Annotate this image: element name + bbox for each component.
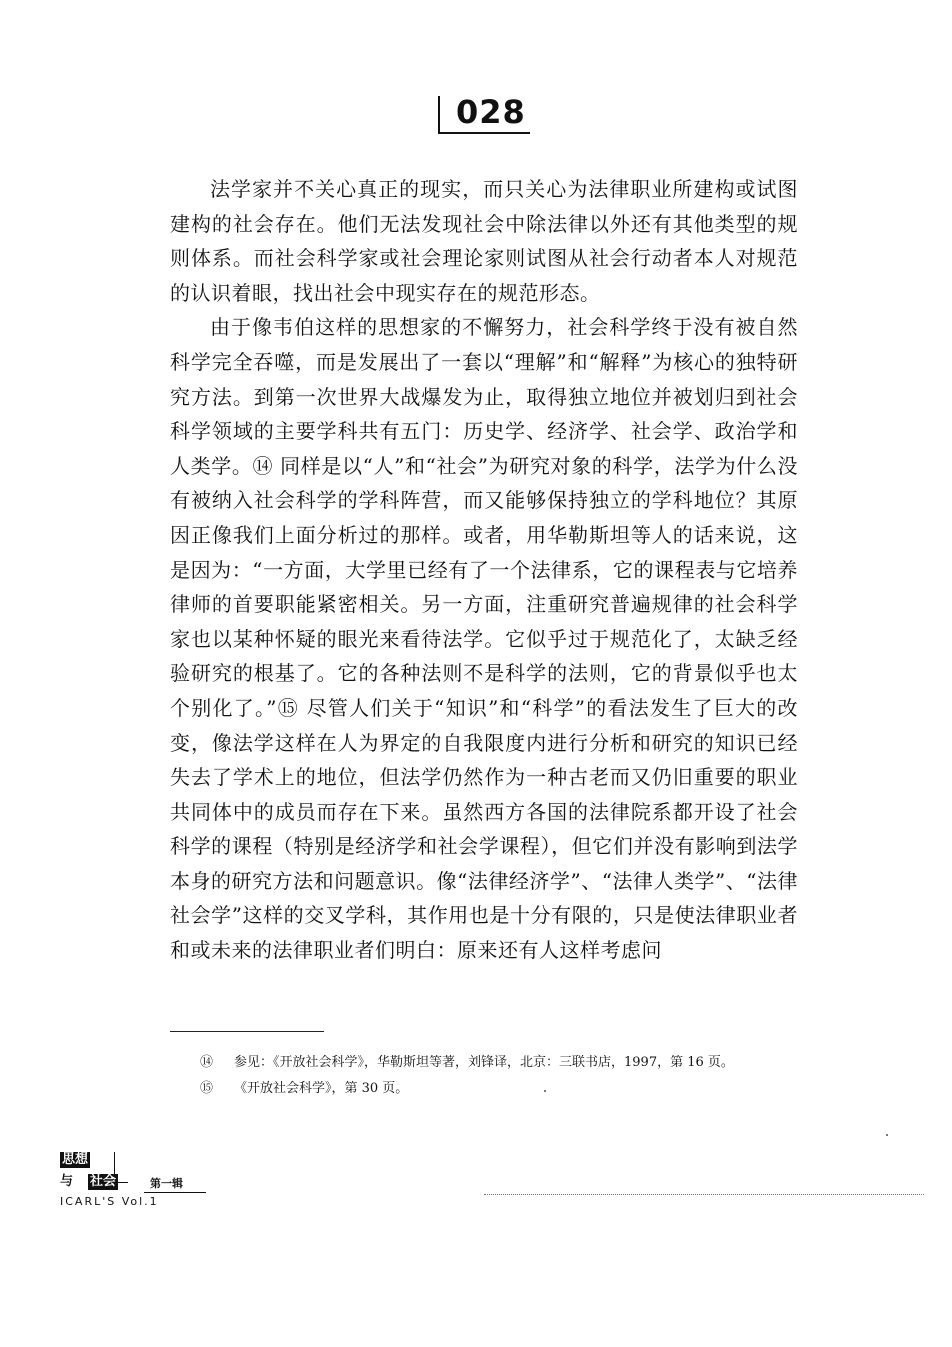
- scan-speck: [544, 1090, 546, 1092]
- footnote-text: 参见：《开放社会科学》，华勒斯坦等著，刘锋译，北京：三联书店，1997，第 16 页。: [234, 1055, 734, 1070]
- logo-subtitle: ICARL'S Vol.1: [60, 1195, 159, 1208]
- footnote-marker: ⑭: [200, 1055, 214, 1070]
- logo-series: 第一辑: [150, 1177, 183, 1190]
- logo-series-rule: [144, 1192, 206, 1193]
- logo-title-left: 与: [60, 1174, 74, 1189]
- journal-logo: [58, 1150, 208, 1214]
- footnotes: [200, 1052, 800, 1104]
- logo-title-box: 社会: [90, 1174, 117, 1189]
- footnote-text: 《开放社会科学》，第 30 页。: [234, 1081, 409, 1096]
- footnote-15: [200, 1078, 800, 1100]
- footnote-marker: ⑮: [200, 1081, 214, 1096]
- logo-title-top: 思想: [62, 1152, 89, 1167]
- paragraph-2: 由于像韦伯这样的思想家的不懈努力，社会科学终于没有被自然科学完全吞噬，而是发展出了一套以“理解”和“解释”为核心的独特研究方法。到第一次世界大战爆发为止，取得独立地位并被划归到社会科学领域的主要学科共有五门：历史学、经济学、社会学、政治学和人类学。⑭ 同样是以“人”和“社会”为研究对象的科学，法学为什么没有被纳入社会科学的学科阵营，而又能够保持独立的学科地位？其原因正像我们上面分析过的那样。或者，用华勒斯坦等人的话来说，这是因为：“一方面，大学里已经有了一个法律系，它的课程表与它培养律师的首要职能紧密相关。另一方面，注重研究普遍规律的社会科学家也以某种怀疑的眼光来看待法学。它似乎过于规范化了，太缺乏经验研究的根基了。它的各种法则不是科学的法则，它的背景似乎也太个别化了。”⑮ 尽管人们关于“知识”和“科学”的看法发生了巨大的改变，像法学这样在人为界定的自我限度内进行分析和研究的知识已经失去了学术上的地位，但法学仍然作为一种古老而又仍旧重要的职业共同体中的成员而存在下来。虽然西方各国的法律院系都开设了社会科学的课程（特别是经济学和社会学课程），但它们并没有影响到法学本身的研究方法和问题意识。像“法律经济学”、“法律人类学”、“法律社会学”这样的交叉学科，其作用也是十分有限的，只是使法律职业者和或未来的法律职业者们明白：原来还有人这样考虑问: [170, 315, 798, 963]
- footnote-14: [200, 1052, 800, 1074]
- paragraph-1: 法学家并不关心真正的现实，而只关心为法律职业所建构或试图建构的社会存在。他们无法发现社会中除法律以外还有其他类型的规则体系。而社会科学家或社会理论家则试图从社会行动者本人对规范的认识着眼，找出社会中现实存在的规范形态。: [170, 177, 798, 305]
- footer-dotted-rule: [484, 1194, 924, 1195]
- body-text: [170, 172, 798, 968]
- page-number: 028: [456, 93, 526, 131]
- footnote-divider: [170, 1031, 324, 1032]
- scan-speck: [886, 1134, 888, 1136]
